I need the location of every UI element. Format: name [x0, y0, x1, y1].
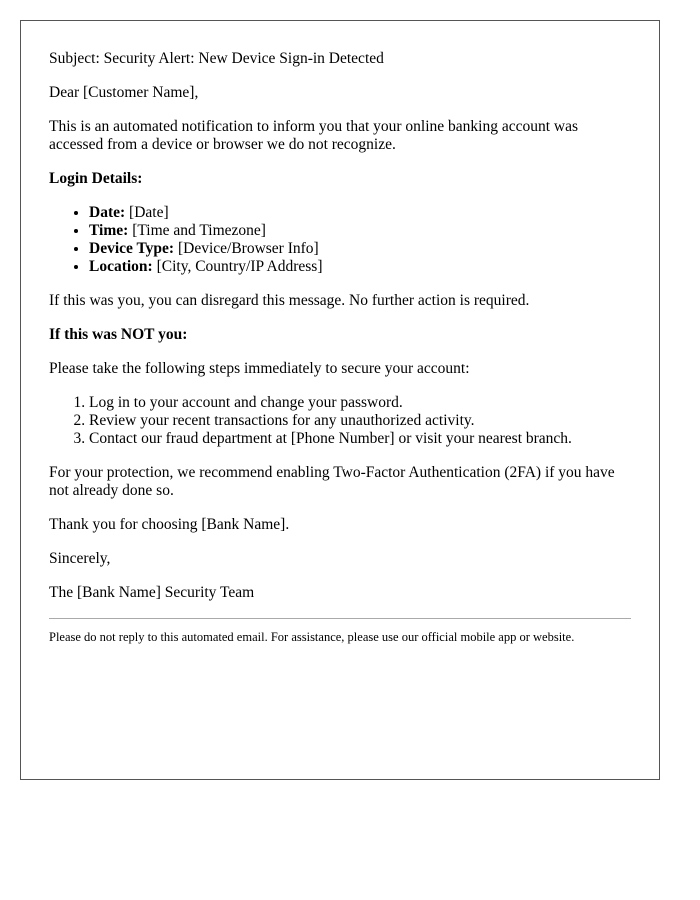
- security-steps-list: [49, 394, 631, 448]
- security-step: 1. Log in to your account and change your password.: [89, 394, 631, 412]
- footer-note: Please do not reply to this automated email. For assistance, please use our official mobile app or website.: [49, 630, 575, 644]
- login-detail-location: [89, 258, 631, 276]
- login-detail-value: [Time and Timezone]: [132, 222, 266, 239]
- login-details-heading: Login Details:: [49, 170, 143, 187]
- email-subject: Subject: Security Alert: New Device Sign-in Detected: [49, 50, 384, 67]
- intro-paragraph: This is an automated notification to inform you that your online banking account was accessed from a device or browser we do not recognize.: [49, 118, 579, 153]
- login-detail-value: [Date]: [129, 204, 169, 221]
- security-step: 2. Review your recent transactions for any unauthorized activity.: [89, 412, 631, 430]
- if-not-heading: If this was NOT you:: [49, 326, 188, 343]
- login-detail-time: [89, 222, 631, 240]
- security-step: 3. Contact our fraud department at [Phone Number] or visit your nearest branch.: [89, 430, 631, 448]
- login-detail-date: [89, 204, 631, 222]
- footer-divider: [49, 618, 631, 619]
- thanks-paragraph: Thank you for choosing [Bank Name].: [49, 516, 290, 533]
- login-detail-label: Device Type:: [89, 240, 175, 257]
- login-detail-value: [City, Country/IP Address]: [156, 258, 323, 275]
- closing: Sincerely,: [49, 550, 111, 567]
- login-detail-label: Date:: [89, 204, 126, 221]
- greeting: Dear [Customer Name],: [49, 84, 199, 101]
- login-details-list: [49, 204, 631, 276]
- steps-intro: Please take the following steps immediately to secure your account:: [49, 360, 470, 377]
- if-you-paragraph: If this was you, you can disregard this message. No further action is required.: [49, 292, 530, 309]
- login-detail-label: Time:: [89, 222, 129, 239]
- login-detail-label: Location:: [89, 258, 153, 275]
- login-detail-device: [89, 240, 631, 258]
- signature: The [Bank Name] Security Team: [49, 584, 255, 601]
- email-letter: [20, 20, 660, 780]
- protection-paragraph: For your protection, we recommend enabling Two-Factor Authentication (2FA) if you have not already done so.: [49, 464, 615, 499]
- login-detail-value: [Device/Browser Info]: [177, 240, 319, 257]
